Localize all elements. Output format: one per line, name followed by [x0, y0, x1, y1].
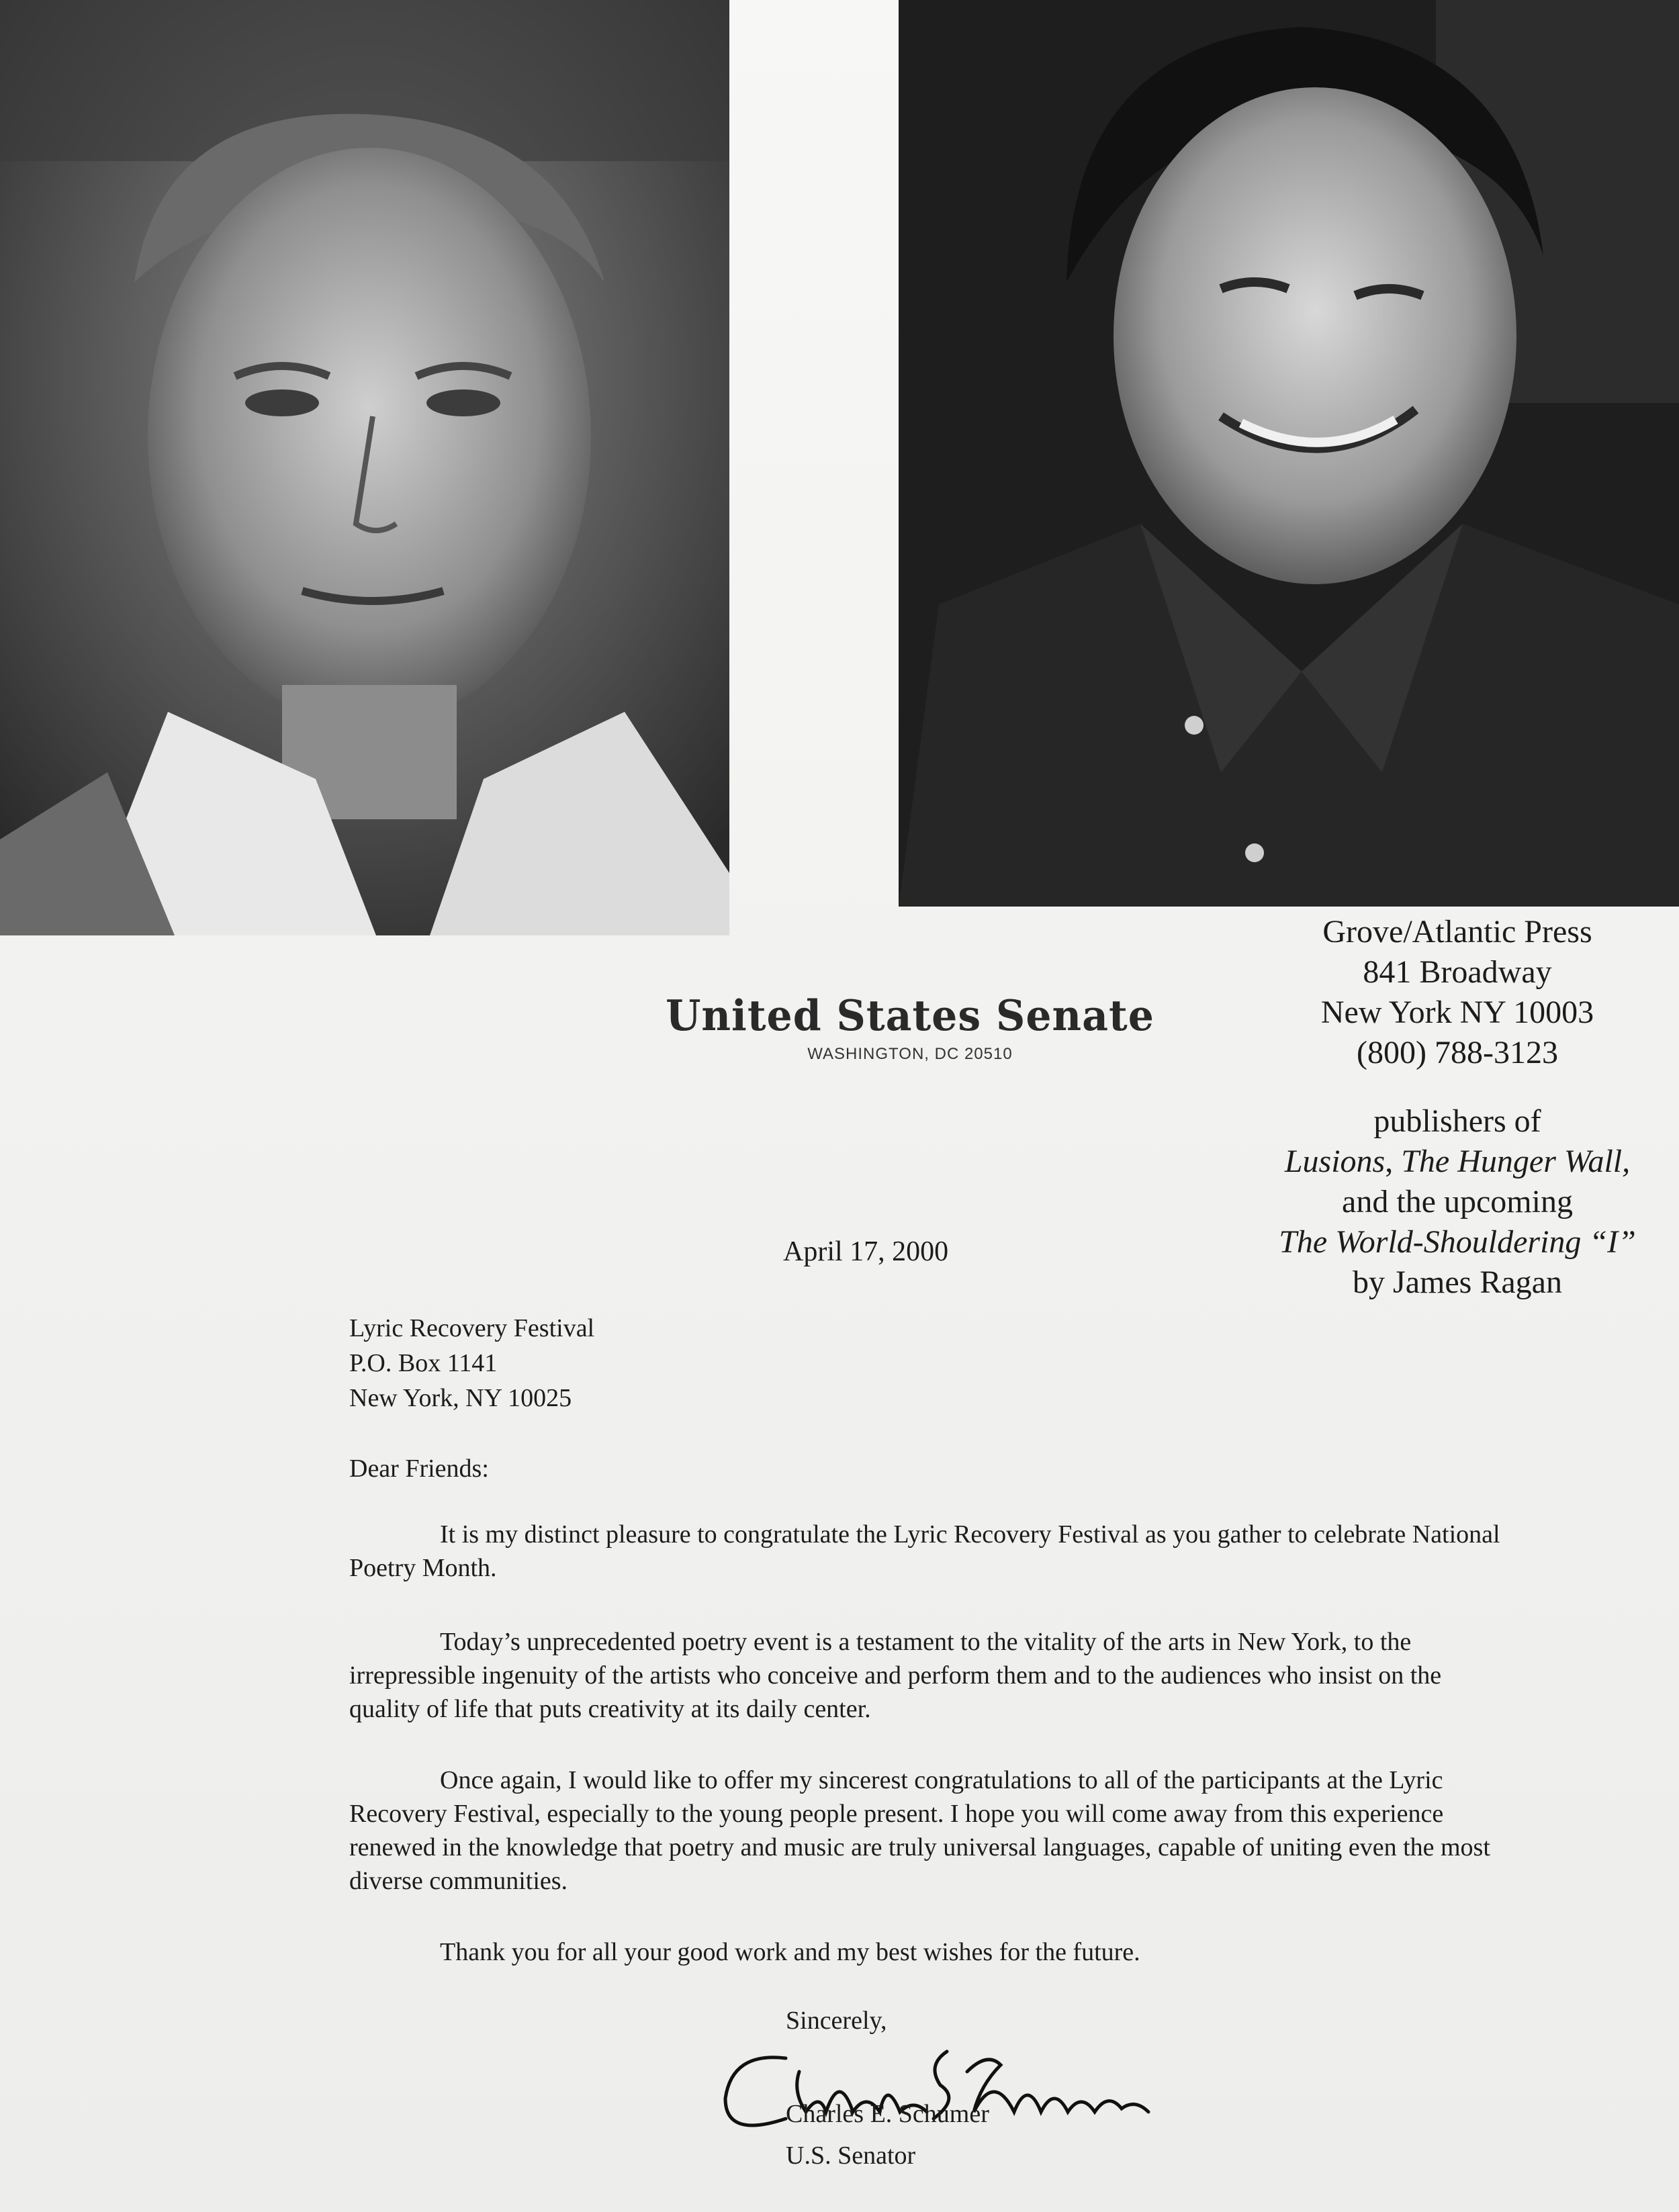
letterhead: [665, 993, 1155, 1064]
letterhead-title: United States Senate: [666, 991, 1154, 1041]
publisher-line-3: and the upcoming: [1342, 1184, 1573, 1219]
publisher-street: 841 Broadway: [1363, 954, 1552, 990]
recipient-address: [349, 1311, 1511, 1416]
book-title-3: The World-Shouldering “I”: [1279, 1224, 1636, 1260]
letter-paragraph-4: Thank you for all your good work and my best wishes for the future.: [440, 1938, 1140, 1966]
letter-paragraph-3: Once again, I would like to offer my sincerest congratulations to all of the participants at the Lyric Recovery Festival, especially to the young people present. I hope you will come away from this experience renewed in the knowledge that poetry and music are truly universal languages, capable of uniting even the most diverse communities.: [349, 1766, 1490, 1895]
closing: Sincerely,: [786, 2007, 887, 2035]
letter-date: April 17, 2000: [783, 1236, 949, 1267]
salutation: Dear Friends:: [349, 1455, 489, 1483]
publisher-author: by James Ragan: [1353, 1264, 1562, 1300]
signer-title: U.S. Senator: [786, 2141, 916, 2170]
publisher-books-line: Lusions, The Hunger Wall,: [1284, 1144, 1631, 1179]
recipient-city: New York, NY 10025: [349, 1384, 572, 1412]
portrait-photo-left: [0, 0, 729, 935]
signer-name: Charles E. Schumer: [786, 2100, 989, 2128]
publisher-info: [1249, 912, 1666, 1303]
recipient-name: Lyric Recovery Festival: [349, 1314, 595, 1342]
publisher-name: Grove/Atlantic Press: [1322, 914, 1592, 950]
publisher-line-1: publishers of: [1373, 1103, 1541, 1139]
letterhead-address: WASHINGTON, DC 20510: [807, 1045, 1013, 1063]
publisher-city: New York NY 10003: [1320, 995, 1594, 1030]
portrait-photo-right: [899, 0, 1679, 907]
book-title-1: Lusions: [1284, 1144, 1386, 1179]
letter-paragraph-1: It is my distinct pleasure to congratulate the Lyric Recovery Festival as you gather to celebrate National Poetry Month.: [349, 1520, 1500, 1582]
publisher-phone: (800) 788-3123: [1357, 1035, 1558, 1070]
book-title-2: The Hunger Wall,: [1401, 1144, 1631, 1179]
letter-paragraph-2: Today’s unprecedented poetry event is a testament to the vitality of the arts in New York, to the irrepressible ingenuity of the artists who conceive and perform them and to the audiences who insist on the quality of life that puts creativity at its daily center.: [349, 1628, 1442, 1723]
recipient-box: P.O. Box 1141: [349, 1349, 498, 1377]
